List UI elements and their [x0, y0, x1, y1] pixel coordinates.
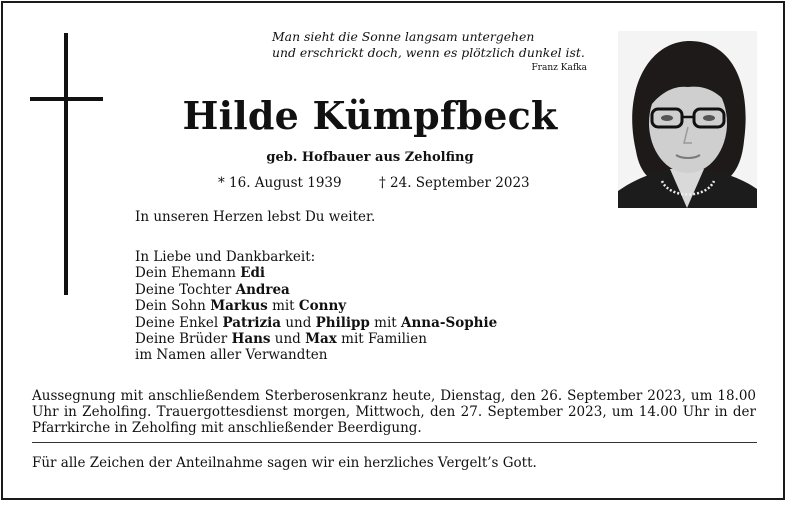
family-brothers	[135, 331, 497, 347]
portrait-photo-drawing	[618, 31, 757, 208]
quote-author: Franz Kafka	[531, 63, 587, 73]
family-relatives: im Namen aller Verwandten	[135, 347, 328, 364]
relation-suffix: mit Familien	[341, 330, 427, 347]
relative-name: Patrizia	[222, 314, 282, 331]
relation-label: Deine Brüder	[135, 330, 228, 347]
thanks-note: Für alle Zeichen der Anteilnahme sagen wir ein herzliches Vergelt’s Gott.	[32, 455, 537, 471]
relative-name: Philipp	[315, 314, 370, 331]
relative-name: Anna-Sophie	[401, 314, 498, 331]
relative-name: Edi	[240, 265, 266, 282]
relation-label: Deine Tochter	[135, 281, 232, 298]
quote-line: und erschrickt doch, wenn es plötzlich dunkel ist.	[272, 45, 585, 60]
relative-name: Hans	[231, 330, 271, 347]
relation-label: Deine Enkel	[135, 314, 219, 331]
service-details: Aussegnung mit anschließendem Sterberosenkranz heute, Dienstag, den 26. September 2023, um 18.00 Uhr in Zeholfing. Trauergottesdienst morgen, Mittwoch, den 27. September 2023, um 14.00 Uhr in der Pfarrkirche in Zeholfing mit anschließender Beerdigung.	[32, 388, 756, 437]
relative-name: Markus	[210, 298, 268, 315]
quote-line: Man sieht die Sonne langsam untergehen	[272, 29, 535, 44]
death-date: † 24. September 2023	[379, 175, 530, 191]
quote	[272, 29, 585, 61]
deceased-name: Hilde Kümpfbeck	[182, 93, 558, 138]
family-list	[135, 249, 497, 364]
joiner: und	[285, 314, 312, 331]
joiner: und	[274, 330, 301, 347]
joiner: mit	[272, 298, 295, 315]
relative-name: Andrea	[235, 281, 290, 298]
divider	[32, 442, 757, 443]
family-grandchildren	[135, 315, 497, 331]
relation-label: Dein Ehemann	[135, 265, 236, 282]
motto: In unseren Herzen lebst Du weiter.	[135, 209, 376, 225]
family-intro: In Liebe und Dankbarkeit:	[135, 249, 316, 265]
relative-name: Max	[305, 330, 337, 347]
birth-date: * 16. August 1939	[218, 175, 342, 191]
birth-name: geb. Hofbauer aus Zeholfing	[266, 150, 474, 165]
portrait-photo	[618, 31, 757, 208]
family-son	[135, 298, 497, 314]
family-husband	[135, 265, 497, 281]
joiner: mit	[374, 314, 397, 331]
relative-name: Conny	[298, 298, 347, 315]
relation-label: Dein Sohn	[135, 298, 206, 315]
family-daughter	[135, 282, 497, 298]
